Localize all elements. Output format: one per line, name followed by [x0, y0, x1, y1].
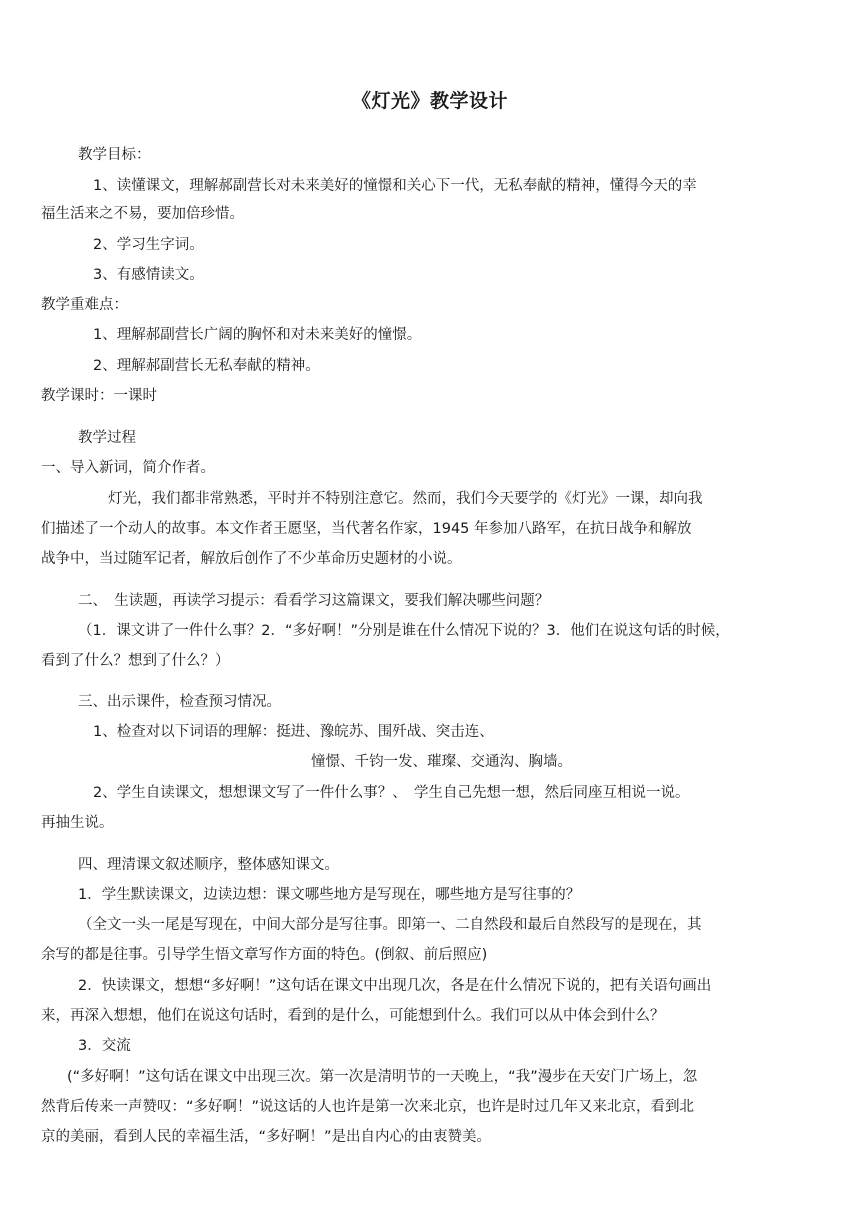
- section-heading-key-points: 教学重难点：: [41, 297, 128, 313]
- step-4-heading: 四、理清课文叙述顺序，整体感知课文。: [78, 857, 339, 873]
- step-2-questions-line-1: （1．课文讲了一件什么事？2．“多好啊！”分别是谁在什么情况下说的？3．他们在说这句话的时候，: [78, 623, 730, 639]
- step-4-item-1-answer-line-2: 余写的都是往事。引导学生悟文章写作方面的特色。(倒叙、前后照应): [41, 947, 488, 963]
- step-3-reading-line-2: 再抽生说。: [41, 815, 114, 831]
- objective-2: 2、学习生字词。: [93, 237, 204, 253]
- step-2-questions-line-2: 看到了什么？想到了什么？）: [41, 653, 230, 669]
- step-4-item-1-answer-line-1: （全文一头一尾是写现在，中间大部分是写往事。即第一、二自然段和最后自然段写的是现在，其: [78, 917, 702, 933]
- step-4-item-2-line-2: 来，再深入想想，他们在说这句话时，看到的是什么，可能想到什么。我们可以从中体会到什么？: [41, 1008, 665, 1024]
- step-4-item-3-para-line-2: 然背后传来一声赞叹：“多好啊！”说这话的人也许是第一次来北京，也许是时过几年又来北京，看到北: [41, 1099, 695, 1115]
- step-4-item-3: 3．交流: [78, 1038, 131, 1054]
- step-3-heading: 三、出示课件，检查预习情况。: [78, 694, 281, 710]
- step-4-item-3-para-line-3: 京的美丽，看到人民的幸福生活，“多好啊！”是出自内心的由衷赞美。: [41, 1129, 492, 1145]
- step-1-para-line-2: 们描述了一个动人的故事。本文作者王愿坚，当代著名作家，1945 年参加八路军，在抗日战争和解放: [41, 521, 692, 537]
- step-4-item-2-line-1: 2．快读课文，想想“多好啊！”这句话在课文中出现几次，各是在什么情况下说的，把有关语句画出: [78, 978, 712, 994]
- step-1-para-line-1: 灯光，我们都非常熟悉，平时并不特别注意它。然而，我们今天要学的《灯光》一课，却向我: [108, 491, 703, 507]
- document-title: 《灯光》教学设计: [351, 90, 508, 112]
- step-2-heading: 二、 生读题，再读学习提示：看看学习这篇课文，要我们解决哪些问题？: [78, 593, 550, 609]
- lesson-hours: 教学课时：一课时: [41, 388, 157, 404]
- section-heading-process: 教学过程: [78, 430, 136, 446]
- key-point-1: 1、理解郝副营长广阔的胸怀和对未来美好的憧憬。: [93, 327, 422, 343]
- objective-1-cont: 福生活来之不易，要加倍珍惜。: [41, 206, 244, 222]
- step-3-reading-line-1: 2、学生自读课文，想想课文写了一件什么事？、 学生自己先想一想，然后同座互相说一说。: [93, 785, 690, 801]
- objective-1: 1、读懂课文，理解郝副营长对未来美好的憧憬和关心下一代，无私奉献的精神，懂得今天的幸: [93, 178, 697, 194]
- step-3-vocab-line-1: 1、检查对以下词语的理解：挺进、豫皖苏、围歼战、突击连、: [93, 724, 494, 740]
- step-4-item-3-para-line-1: (“多好啊！”这句话在课文中出现三次。第一次是清明节的一天晚上，“我”漫步在天安门广场上，忽: [67, 1069, 698, 1085]
- step-3-vocab-line-2: 憧憬、千钧一发、璀璨、交通沟、胸墙。: [311, 754, 572, 770]
- section-heading-objectives: 教学目标：: [78, 147, 151, 163]
- step-4-item-1: 1．学生默读课文，边读边想：课文哪些地方是写现在，哪些地方是写往事的？: [78, 887, 581, 903]
- step-1-para-line-3: 战争中，当过随军记者，解放后创作了不少革命历史题材的小说。: [41, 551, 462, 567]
- step-1-heading: 一、导入新词，简介作者。: [41, 460, 215, 476]
- objective-3: 3、有感情读文。: [93, 267, 204, 283]
- key-point-2: 2、理解郝副营长无私奉献的精神。: [93, 358, 320, 374]
